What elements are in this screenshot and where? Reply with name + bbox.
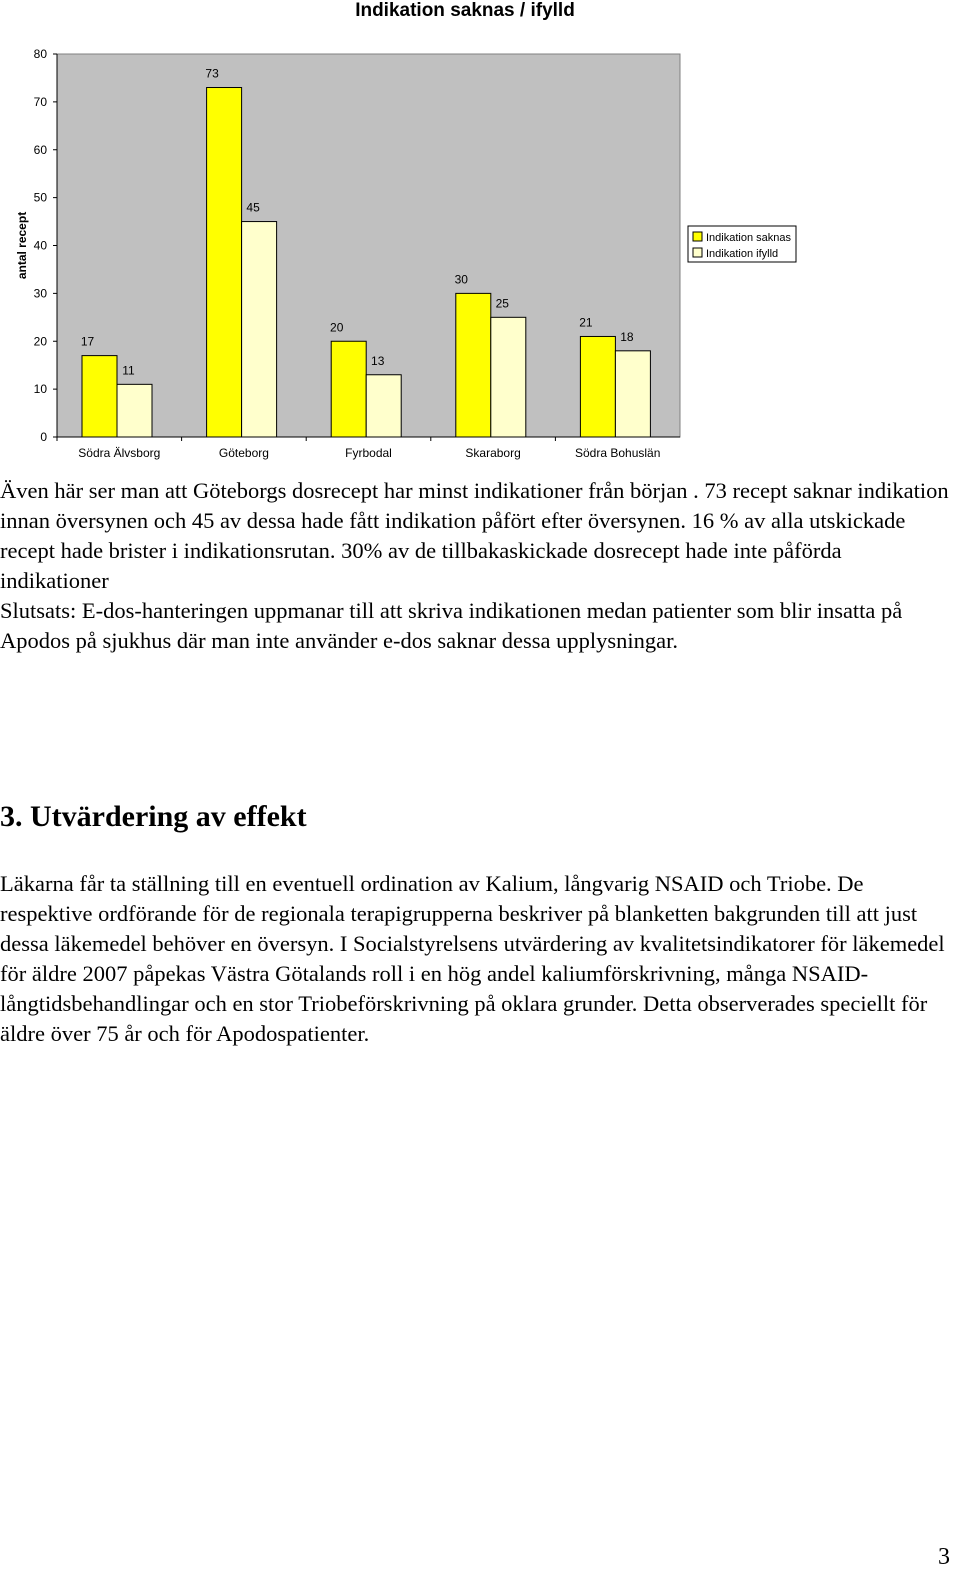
paragraph-gothenburg: Även här ser man att Göteborgs dosrecept har minst indikationer från början . 73 recept saknar indikation innan översynen och 45 av dessa hade fått indikation påfört efter översynen. 16 % av alla utskickade recept hade brister i indikationsrutan. 30% av de tillbakaskickade dosrecept hade inte påförda indikationer bbox=[0, 478, 949, 593]
bar bbox=[331, 341, 366, 437]
y-axis-label: antal recept bbox=[15, 211, 29, 280]
section-heading: 3. Utvärdering av effekt bbox=[0, 800, 307, 833]
bar bbox=[117, 384, 152, 437]
y-tick-label: 20 bbox=[33, 334, 47, 349]
y-tick-label: 40 bbox=[33, 238, 47, 253]
page-number: 3 bbox=[938, 1544, 950, 1570]
x-tick-label: Södra Bohuslän bbox=[574, 446, 661, 460]
bar bbox=[456, 293, 491, 437]
data-label: 73 bbox=[205, 66, 219, 81]
y-tick-label: 60 bbox=[33, 142, 47, 157]
y-tick-label: 80 bbox=[33, 47, 47, 61]
y-tick-label: 30 bbox=[33, 286, 47, 301]
bar bbox=[491, 317, 526, 437]
legend-swatch bbox=[693, 232, 702, 241]
bar bbox=[615, 351, 650, 437]
y-tick-label: 50 bbox=[33, 190, 47, 205]
chart-title: Indikation saknas / ifylld bbox=[355, 0, 575, 21]
x-tick-label: Södra Älvsborg bbox=[78, 446, 161, 460]
bar bbox=[242, 222, 277, 437]
x-tick-label: Göteborg bbox=[218, 446, 269, 460]
legend-swatch bbox=[693, 248, 702, 257]
bar bbox=[366, 375, 401, 437]
data-label: 13 bbox=[371, 353, 385, 368]
legend-label: Indikation saknas bbox=[706, 232, 791, 244]
data-label: 30 bbox=[454, 272, 468, 287]
data-label: 17 bbox=[80, 334, 95, 349]
legend-label: Indikation ifylld bbox=[706, 248, 779, 260]
bar bbox=[580, 336, 615, 437]
x-tick-label: Skaraborg bbox=[465, 446, 521, 460]
y-tick-label: 10 bbox=[33, 382, 47, 397]
bar-chart bbox=[0, 20, 960, 470]
section-body bbox=[0, 869, 955, 1049]
data-label: 45 bbox=[246, 200, 260, 215]
y-tick-label: 70 bbox=[33, 94, 47, 109]
data-label: 18 bbox=[620, 329, 634, 344]
data-label: 11 bbox=[122, 363, 135, 378]
y-tick-label: 0 bbox=[40, 430, 47, 444]
bar bbox=[82, 356, 117, 437]
paragraph-evaluation: Läkarna får ta ställning till en eventuell ordination av Kalium, långvarig NSAID och Triobe. De respektive ordförande för de regionala terapigrupperna beskriver på blanketten bakgrunden till att just dessa läkemedel behöver en översyn. I Socialstyrelsens utvärdering av kvalitetsindikatorer för läkemedel för äldre 2007 påpekas Västra Götalands roll i en hög andel kaliumförskrivning, många NSAID- långtidsbehandlingar och en stor Triobeförskrivning på oklara grunder. Detta observerades speciellt för äldre över 75 år och för Apodospatienter. bbox=[0, 871, 945, 1046]
paragraph-conclusion: Slutsats: E-dos-hanteringen uppmanar till att skriva indikationen medan patienter som blir insatta på Apodos på sjukhus där man inte använder e-dos saknar dessa upplysningar. bbox=[0, 598, 903, 653]
data-label: 25 bbox=[495, 296, 509, 311]
x-tick-label: Fyrbodal bbox=[345, 446, 392, 460]
data-label: 20 bbox=[330, 320, 344, 335]
chart-commentary bbox=[0, 476, 955, 656]
data-label: 21 bbox=[579, 315, 593, 330]
bar bbox=[207, 88, 242, 437]
